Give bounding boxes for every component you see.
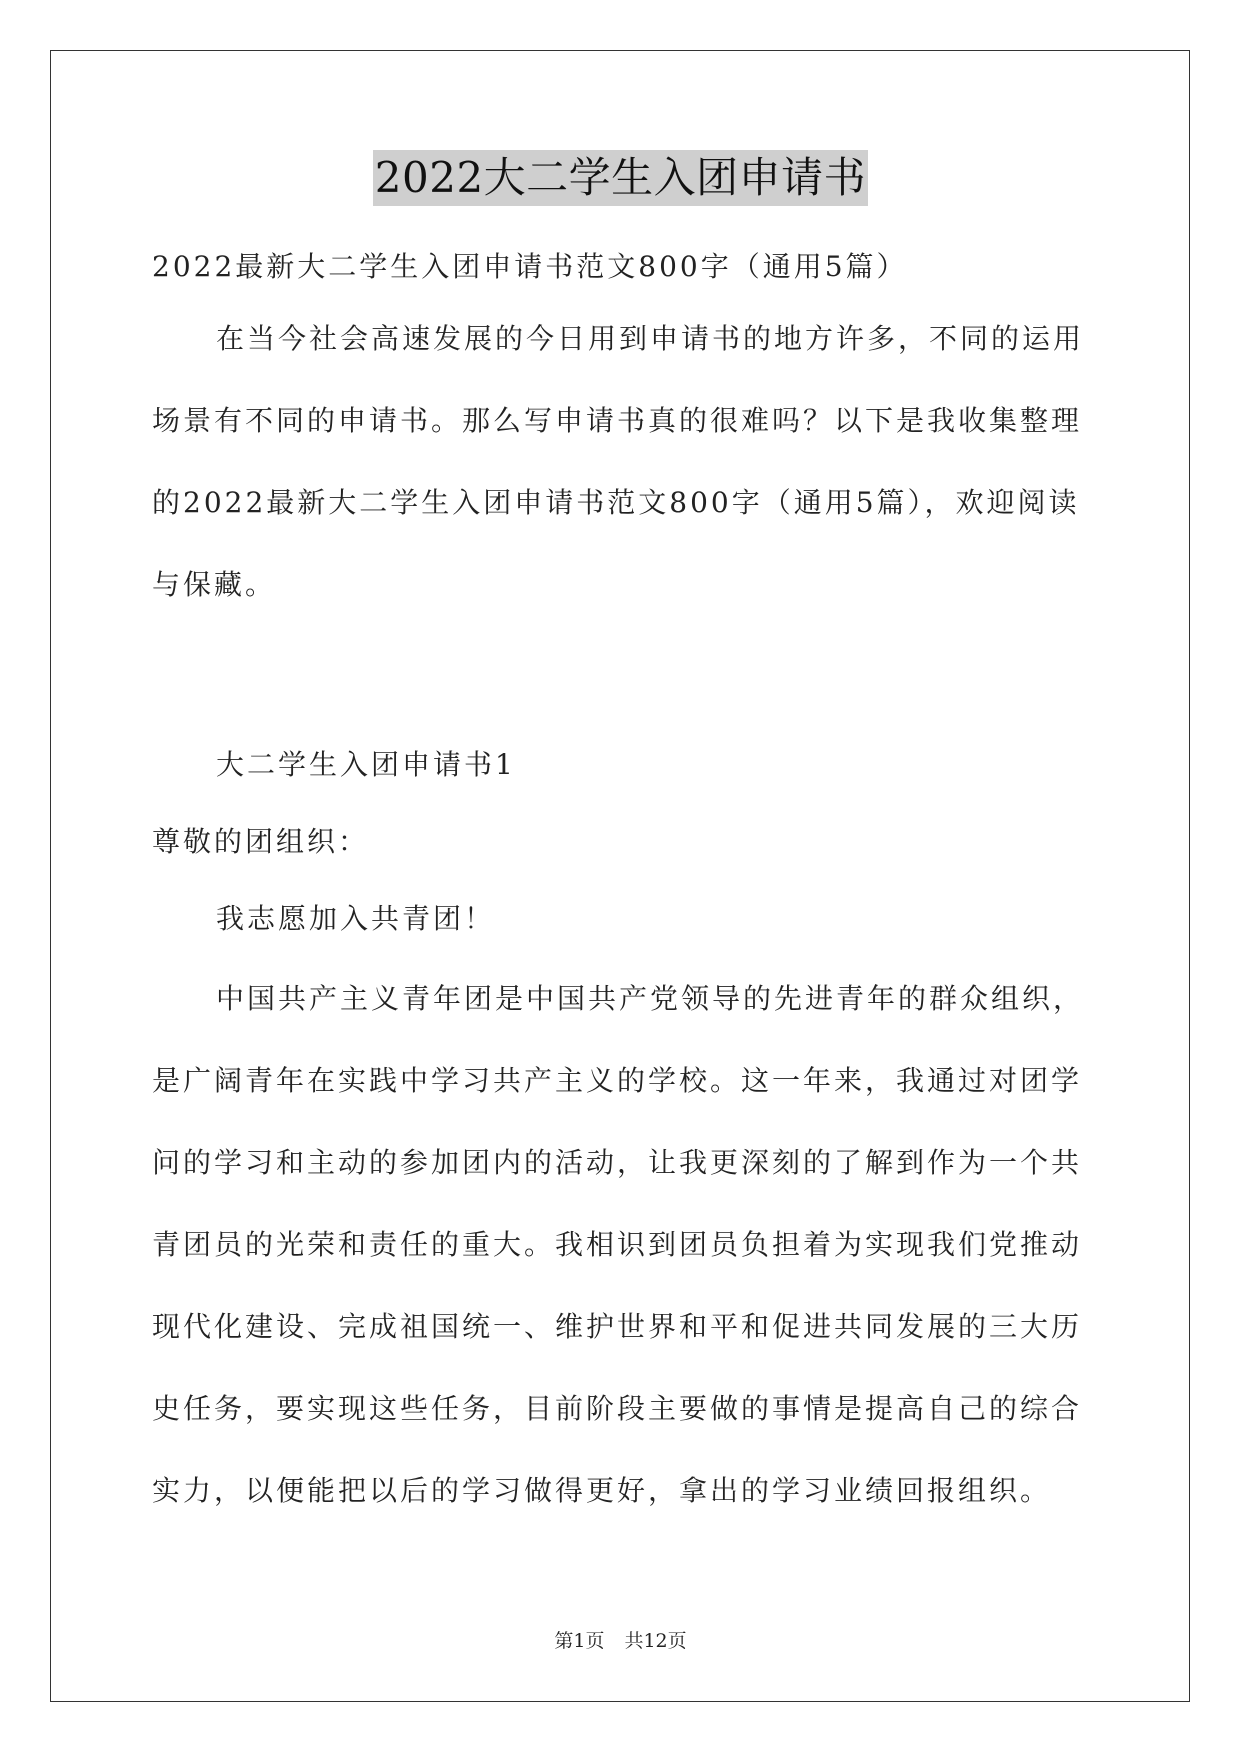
intro-line: 在当今社会高速发展的今日用到申请书的地方许多，不同的运用 xyxy=(216,322,1085,355)
body-line: 中国共产主义青年团是中国共产党领导的先进青年的群众组织， xyxy=(216,982,1085,1015)
document-subtitle: 2022最新大二学生入团申请书范文800字（通用5篇） xyxy=(152,250,908,283)
declaration-block xyxy=(152,878,1092,960)
body-line: 青团员的光荣和责任的重大。我相识到团员负担着为实现我们党推动 xyxy=(152,1228,1083,1261)
document-title-text: 2022大二学生入团申请书 xyxy=(373,150,868,206)
body-paragraph xyxy=(152,958,1092,1532)
document-title xyxy=(0,150,1241,206)
body-line: 是广阔青年在实践中学习共产主义的学校。这一年来，我通过对团学 xyxy=(152,1064,1083,1097)
body-line: 史任务，要实现这些任务，目前阶段主要做的事情是提高自己的综合 xyxy=(152,1392,1083,1425)
body-line: 现代化建设、完成祖国统一、维护世界和平和促进共同发展的三大历 xyxy=(152,1310,1083,1343)
intro-line: 场景有不同的申请书。那么写申请书真的很难吗？以下是我收集整理 xyxy=(152,404,1083,437)
page-footer xyxy=(0,1626,1241,1653)
declaration: 我志愿加入共青团！ xyxy=(216,902,496,935)
total-pages-label: 共12页 xyxy=(624,1630,687,1652)
intro-line: 与保藏。 xyxy=(152,568,277,601)
section-heading: 大二学生入团申请书1 xyxy=(216,748,516,781)
subtitle-block xyxy=(152,226,1092,308)
section-heading-block xyxy=(152,724,1092,806)
current-page-label: 第1页 xyxy=(554,1630,605,1652)
salutation: 尊敬的团组织： xyxy=(152,825,370,858)
body-line: 问的学习和主动的参加团内的活动，让我更深刻的了解到作为一个共 xyxy=(152,1146,1083,1179)
salutation-block xyxy=(152,801,1092,883)
intro-line: 的2022最新大二学生入团申请书范文800字（通用5篇），欢迎阅读 xyxy=(152,486,1080,519)
body-line: 实力，以便能把以后的学习做得更好，拿出的学习业绩回报组织。 xyxy=(152,1474,1052,1507)
intro-paragraph xyxy=(152,298,1092,626)
